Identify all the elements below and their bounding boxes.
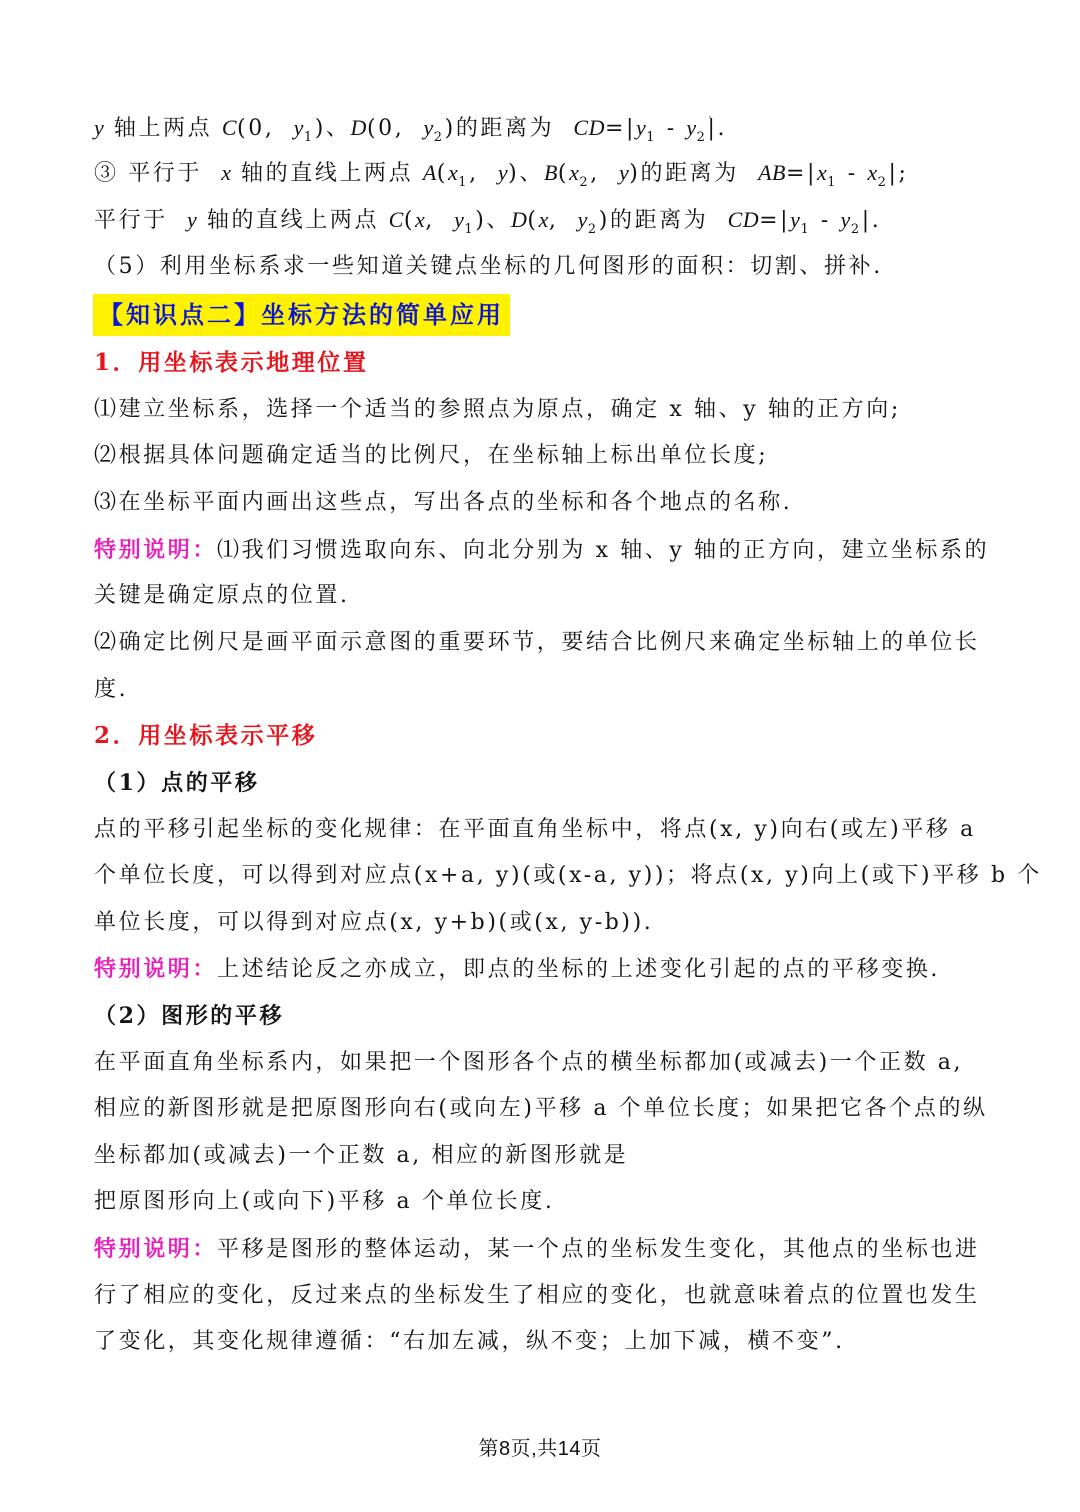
note-text: ⑴我们习惯选取向东、向北分别为 x 轴、y 轴的正方向，建立坐标系的 [217,538,990,563]
note-label: 特别说明： [94,956,218,982]
distance-y-axis-line: y 轴上两点 C(0, $y_1$)、D(0, $y_2$)的距离为 $CD=|y_1 - y_2|$. [94,115,728,145]
note-text: 上述结论反之亦成立，即点的坐标的上述变化引起的点的平移变换. [217,957,941,982]
figure-note-2: 行了相应的变化，反过来点的坐标发生了相应的变化，也就意味着点的位置也发生 [94,1283,980,1308]
page-number: 第8页,共14页 [478,1438,602,1460]
note-text: 平移是图形的整体运动，某一个点的坐标发生变化，其他点的坐标也进 [217,1237,980,1262]
figure-rule-line-4: 把原图形向上(或向下)平移 a 个单位长度. [94,1189,555,1214]
heading-geo-position: 1．用坐标表示地理位置 [94,349,369,376]
geo-step-3: ⑶在坐标平面内画出这些点，写出各点的坐标和各个地点的名称. [94,490,793,515]
section-heading: 【知识点二】坐标方法的简单应用 [93,294,510,336]
geo-note-1 [94,535,1020,566]
figure-note-1 [94,1234,1020,1265]
parallel-y-axis-line: 平行于 y 轴的直线上两点 C(x, $y_1$)、D(x, $y_2$)的距离为 $CD=|y_1 - y_2|$. [94,207,882,237]
heading-translation: 2．用坐标表示平移 [94,722,318,749]
geo-note-1-cont: 关键是确定原点的位置. [94,583,350,608]
geo-step-2: ⑵根据具体问题确定适当的比例尺，在坐标轴上标出单位长度; [94,443,769,468]
subheading-figure-translation: （2）图形的平移 [94,1003,285,1029]
figure-rule-line-1: 在平面直角坐标系内，如果把一个图形各个点的横坐标都加(或减去)一个正数 a, [94,1050,964,1075]
figure-rule-line-2: 相应的新图形就是把原图形向右(或向左)平移 a 个单位长度；如果把它各个点的纵 [94,1096,988,1121]
subheading-point-translation: （1）点的平移 [94,770,260,796]
note-label: 特别说明： [94,1236,218,1262]
figure-note-3: 了变化，其变化规律遵循：“右加左减，纵不变；上加下减，横不变”. [94,1329,845,1354]
area-method-line: （5）利用坐标系求一些知道关键点坐标的几何图形的面积：切割、拼补. [94,254,883,279]
figure-rule-line-3: 坐标都加(或减去)一个正数 a, 相应的新图形就是 [94,1143,629,1168]
geo-note-2-cont: 度. [94,677,129,702]
geo-step-1: ⑴建立坐标系，选择一个适当的参照点为原点，确定 x 轴、y 轴的正方向; [94,397,901,422]
point-note [94,954,1020,985]
point-rule-line-2: 个单位长度，可以得到对应点(x+a, y)(或(x-a, y))；将点(x, y)向上(或下)平移 b 个 [94,863,1042,888]
geo-note-2: ⑵确定比例尺是画平面示意图的重要环节，要结合比例尺来确定坐标轴上的单位长 [94,630,980,655]
point-rule-line-3: 单位长度，可以得到对应点(x, y+b)(或(x, y-b)). [94,910,654,935]
point-rule-line-1: 点的平移引起坐标的变化规律：在平面直角坐标中，将点(x, y)向右(或左)平移 a [94,817,976,842]
parallel-x-axis-line: ③ 平行于 x 轴的直线上两点 $A(x_1$, y)、$B(x_2$, y)的距离为 $AB=|x_1 - x_2|$; [94,160,909,190]
note-label: 特别说明： [94,537,218,563]
